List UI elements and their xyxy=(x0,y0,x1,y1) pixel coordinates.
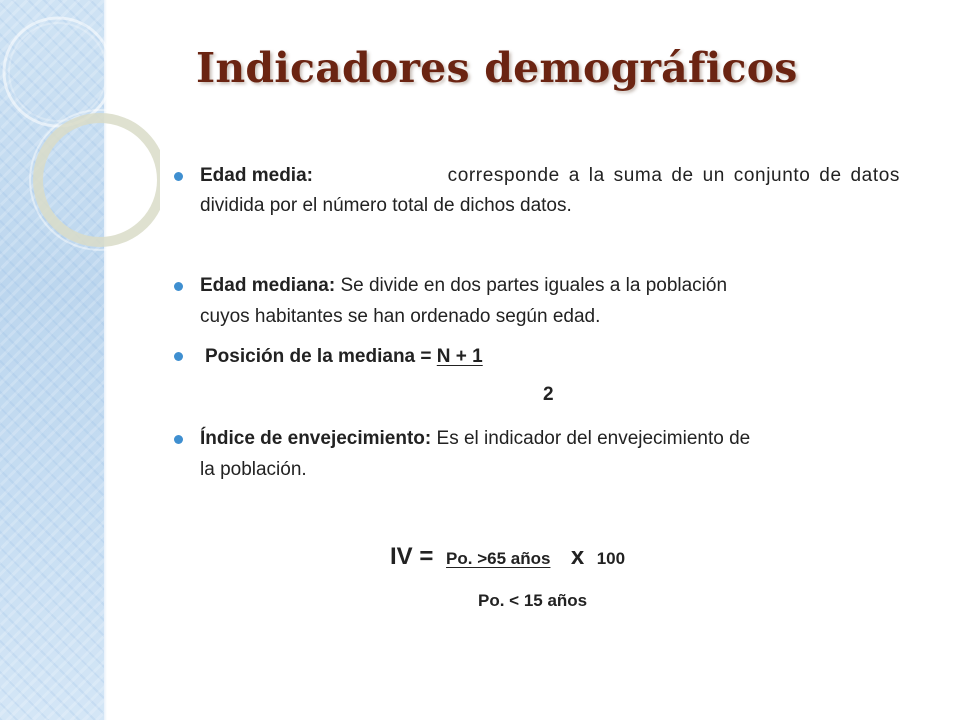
item-indice-envejecimiento-line2: la población. xyxy=(200,459,307,480)
item-edad-media-line1 xyxy=(200,162,900,190)
bullet-icon xyxy=(174,352,183,361)
median-numerator: N + 1 xyxy=(436,346,483,367)
item-text: Es el indicador del envejecimiento de xyxy=(436,428,751,449)
item-label: Edad mediana: xyxy=(200,275,336,296)
item-label: Edad media: xyxy=(200,165,313,186)
item-edad-mediana-line1 xyxy=(200,272,727,300)
item-edad-media-line2: dividida por el número total de dichos datos. xyxy=(200,195,572,216)
item-text: Se divide en dos partes iguales a la población xyxy=(340,275,728,296)
item-indice-envejecimiento-line1 xyxy=(200,425,750,453)
formula-multiplier: 100 xyxy=(596,549,626,568)
bullet-icon xyxy=(174,172,183,181)
formula-denominator: Po. < 15 años xyxy=(478,591,588,610)
bullet-icon xyxy=(174,435,183,444)
item-text: corresponde a la suma de un conjunto de datos xyxy=(447,165,900,186)
decorative-rings-icon xyxy=(0,0,160,290)
iv-formula xyxy=(390,543,625,571)
slide-title: Indicadores demográficos xyxy=(196,44,798,92)
item-posicion-mediana xyxy=(205,343,483,371)
median-denominator: 2 xyxy=(543,384,554,405)
item-edad-mediana-line2: cuyos habitantes se han ordenado según edad. xyxy=(200,306,601,327)
item-label: Índice de envejecimiento: xyxy=(200,428,432,449)
formula-lhs: IV = xyxy=(390,543,441,570)
formula-numerator: Po. >65 años xyxy=(446,549,551,568)
item-label: Posición de la mediana = xyxy=(205,346,437,367)
formula-operator: x xyxy=(570,543,585,570)
bullet-icon xyxy=(174,282,183,291)
